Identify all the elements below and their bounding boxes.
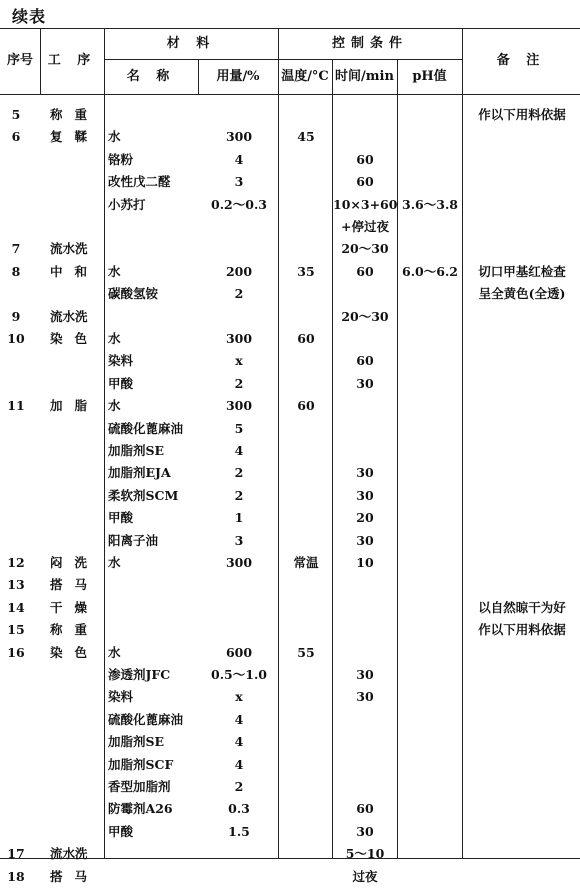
time-cell: 30 <box>356 823 374 839</box>
material-name-cell: 碳酸氢铵 <box>108 286 159 302</box>
table-row <box>0 238 580 260</box>
process-cell: 闷洗 <box>50 555 100 570</box>
table-caption: 续表 <box>12 7 47 26</box>
table-row <box>0 866 580 888</box>
remark-cell: 作以下用料依据 <box>478 107 566 122</box>
amount-cell: 2 <box>234 465 244 481</box>
time-cell: 20～30 <box>341 241 389 257</box>
amount-cell: 4 <box>234 711 244 727</box>
time-cell: 20 <box>356 510 374 526</box>
table-row <box>0 552 580 574</box>
process-cell: 搭马 <box>50 868 100 884</box>
amount-cell: 200 <box>225 263 253 279</box>
header-bottom-rule <box>0 94 580 95</box>
time-cell: 30 <box>356 487 374 503</box>
amount-cell: 0.3 <box>228 801 250 817</box>
table-row <box>0 597 580 619</box>
table-row <box>0 821 580 843</box>
table-row <box>0 261 580 283</box>
material-name-cell: 甲酸 <box>108 375 134 391</box>
table-row <box>0 440 580 462</box>
amount-cell: 1.5 <box>228 823 250 839</box>
process-cell: 中和 <box>50 263 100 279</box>
process-cell: 加脂 <box>50 398 100 414</box>
temperature-cell: 35 <box>297 263 315 279</box>
amount-cell: 300 <box>225 129 253 145</box>
amount-cell: 3 <box>234 174 244 190</box>
table-row <box>0 754 580 776</box>
time-cell: 30 <box>356 667 374 682</box>
ph-cell: 3.6～3.8 <box>402 196 458 212</box>
time-cell: 30 <box>356 689 374 705</box>
table-row <box>0 709 580 731</box>
header-time: 时间/min <box>335 69 394 84</box>
amount-cell: 2 <box>234 286 244 302</box>
time-cell: 过夜 <box>352 868 378 884</box>
seq-cell: 11 <box>7 398 25 414</box>
amount-cell: 600 <box>225 644 253 660</box>
header-control-conditions: 控制条件 <box>331 36 408 51</box>
header-temperature: 温度/°C <box>281 69 329 84</box>
process-cell: 流水洗 <box>50 241 88 257</box>
material-name-cell: 柔软剂SCM <box>108 487 179 503</box>
seq-cell: 5 <box>11 107 21 122</box>
header-materials: 材 料 <box>166 36 216 51</box>
material-name-cell: 水 <box>108 555 121 570</box>
amount-cell: 4 <box>234 756 244 772</box>
process-cell: 搭马 <box>50 577 100 593</box>
material-name-cell: 染料 <box>108 353 134 369</box>
table-row <box>0 395 580 417</box>
time-cell: 60 <box>356 801 374 817</box>
temperature-cell: 60 <box>297 398 315 414</box>
amount-cell: 0.5～1.0 <box>211 667 267 682</box>
table-row <box>0 194 580 216</box>
table-row <box>0 664 580 686</box>
amount-cell: 3 <box>234 532 244 548</box>
material-name-cell: 渗透剂JFC <box>108 667 171 682</box>
seq-cell: 17 <box>7 846 25 862</box>
table-row <box>0 283 580 305</box>
time-cell: 10 <box>356 555 374 570</box>
header-ph: pH值 <box>412 69 447 84</box>
table-row <box>0 798 580 820</box>
process-table <box>0 28 580 884</box>
temperature-cell: 45 <box>297 129 315 145</box>
seq-cell: 10 <box>7 331 25 346</box>
top-rule <box>0 28 580 29</box>
amount-cell: 300 <box>225 398 253 414</box>
table-row <box>0 306 580 328</box>
table-row <box>0 731 580 753</box>
process-cell: 称重 <box>50 107 100 122</box>
time-cell: 30 <box>356 532 374 548</box>
material-name-cell: 阳离子油 <box>108 532 159 548</box>
header-mid-rule <box>104 59 462 60</box>
amount-cell: x <box>235 353 243 369</box>
material-name-cell: 硫酸化蓖麻油 <box>108 711 184 727</box>
seq-cell: 6 <box>11 129 21 145</box>
header-name: 名 称 <box>126 69 176 84</box>
process-cell: 流水洗 <box>50 846 88 862</box>
seq-cell: 14 <box>7 599 25 615</box>
material-name-cell: 加脂剂SE <box>108 734 165 750</box>
ph-cell: 6.0～6.2 <box>402 263 458 279</box>
amount-cell: 2 <box>234 487 244 503</box>
process-cell: 染色 <box>50 331 100 346</box>
time-cell: 30 <box>356 465 374 481</box>
table-row <box>0 104 580 126</box>
amount-cell: 300 <box>225 331 253 346</box>
material-name-cell: 硫酸化蓖麻油 <box>108 420 184 436</box>
table-row <box>0 776 580 798</box>
temperature-cell: 60 <box>297 331 315 346</box>
table-row <box>0 574 580 596</box>
material-name-cell: 水 <box>108 263 121 279</box>
time-cell: 60 <box>356 353 374 369</box>
material-name-cell: 加脂剂SCF <box>108 756 174 772</box>
process-cell: 染色 <box>50 644 100 660</box>
table-row <box>0 530 580 552</box>
material-name-cell: 改性戊二醛 <box>108 174 171 190</box>
header-seq: 序号 <box>6 53 33 68</box>
material-name-cell: 铬粉 <box>108 151 134 167</box>
seq-cell: 16 <box>7 644 25 660</box>
amount-cell: 4 <box>234 443 244 458</box>
table-row <box>0 171 580 193</box>
seq-cell: 7 <box>11 241 21 257</box>
time-cell: 20～30 <box>341 308 389 324</box>
amount-cell: 1 <box>234 510 244 526</box>
table-row <box>0 843 580 865</box>
table-row <box>0 149 580 171</box>
time-cell: 10×3+60 <box>333 196 398 212</box>
table-row <box>0 462 580 484</box>
material-name-cell: 香型加脂剂 <box>108 779 171 794</box>
material-name-cell: 加脂剂SE <box>108 443 165 458</box>
table-row <box>0 507 580 529</box>
seq-cell: 18 <box>7 868 25 884</box>
material-name-cell: 水 <box>108 331 121 346</box>
process-cell: 复鞣 <box>50 129 100 145</box>
material-name-cell: 加脂剂EJA <box>108 465 171 481</box>
time-cell: 5～10 <box>345 846 385 862</box>
process-cell: 干燥 <box>50 599 100 615</box>
material-name-cell: 甲酸 <box>108 510 134 526</box>
material-name-cell: 水 <box>108 398 121 414</box>
time-cell: 60 <box>356 263 374 279</box>
table-row <box>0 686 580 708</box>
seq-cell: 15 <box>7 622 25 638</box>
material-name-cell: 水 <box>108 129 121 145</box>
time-cell: 60 <box>356 174 374 190</box>
remark-cell: 切口甲基红检查 <box>478 263 566 279</box>
amount-cell: 4 <box>234 151 244 167</box>
table-row <box>0 328 580 350</box>
amount-cell: 5 <box>234 420 244 436</box>
remark-cell: 以自然晾干为好 <box>478 599 566 615</box>
table-row <box>0 418 580 440</box>
amount-cell: 0.2～0.3 <box>211 196 267 212</box>
time-cell: +停过夜 <box>341 219 389 234</box>
amount-cell: 2 <box>234 779 244 794</box>
amount-cell: 4 <box>234 734 244 750</box>
remark-cell: 呈全黄色(全透) <box>478 286 566 302</box>
time-cell: 60 <box>356 151 374 167</box>
material-name-cell: 小苏打 <box>108 196 146 212</box>
table-row <box>0 126 580 148</box>
table-row <box>0 485 580 507</box>
remark-cell: 作以下用料依据 <box>478 622 566 638</box>
header-amount: 用量/% <box>216 69 260 84</box>
header-process: 工 序 <box>47 53 97 68</box>
amount-cell: x <box>235 689 243 705</box>
header-remarks: 备 注 <box>496 53 546 68</box>
seq-cell: 13 <box>7 577 25 593</box>
temperature-cell: 常温 <box>293 555 319 570</box>
material-name-cell: 防霉剂A26 <box>108 801 173 817</box>
table-row <box>0 373 580 395</box>
table-row <box>0 619 580 641</box>
seq-cell: 8 <box>11 263 21 279</box>
table-row <box>0 642 580 664</box>
process-cell: 流水洗 <box>50 308 88 324</box>
material-name-cell: 甲酸 <box>108 823 134 839</box>
temperature-cell: 55 <box>297 644 315 660</box>
amount-cell: 300 <box>225 555 253 570</box>
time-cell: 30 <box>356 375 374 391</box>
amount-cell: 2 <box>234 375 244 391</box>
table-row <box>0 350 580 372</box>
material-name-cell: 水 <box>108 644 121 660</box>
material-name-cell: 染料 <box>108 689 134 705</box>
seq-cell: 12 <box>7 555 25 570</box>
seq-cell: 9 <box>11 308 21 324</box>
table-row <box>0 216 580 238</box>
process-cell: 称重 <box>50 622 100 638</box>
